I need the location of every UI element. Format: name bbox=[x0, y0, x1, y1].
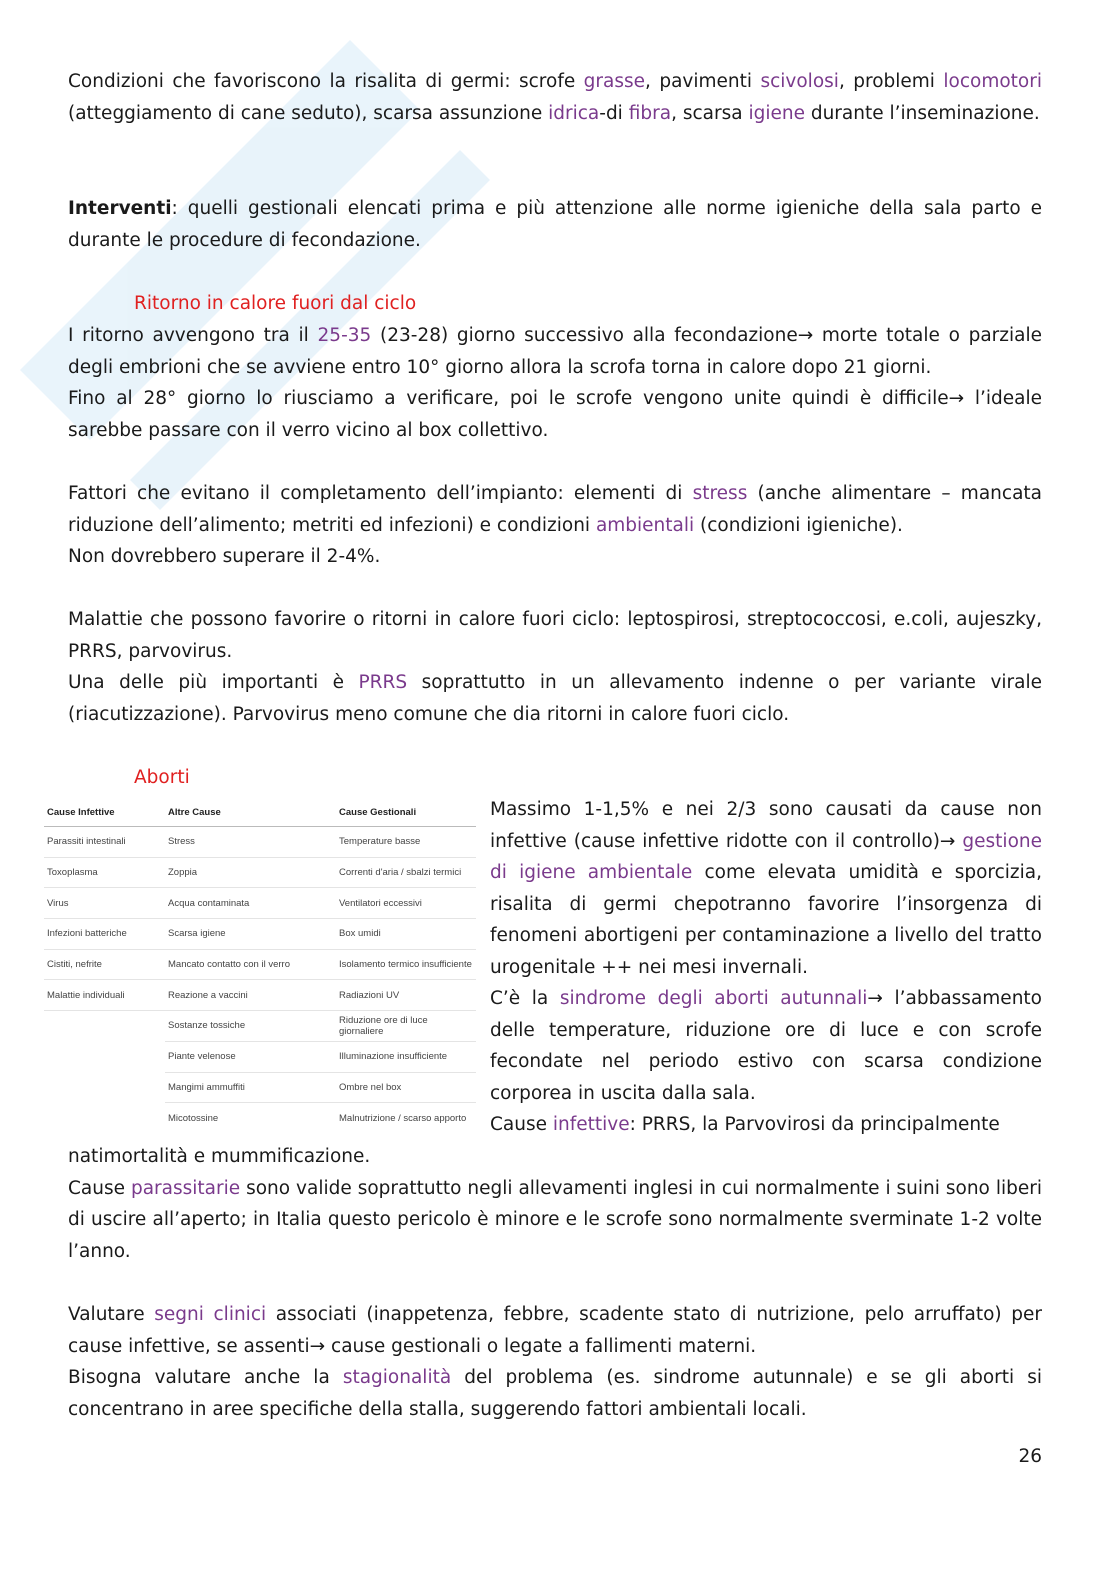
table-cell: Temperature basse bbox=[336, 827, 476, 858]
table-cell: Sostanze tossiche bbox=[165, 1011, 336, 1042]
table-cell: Ventilatori eccessivi bbox=[336, 888, 476, 919]
paragraph-impianto: Fattori che evitano il completamento dell’impianto: elementi di stress (anche alimentare – mancata riduzione dell’alimento; metriti ed infezioni) e condizioni ambientali (condizioni igieniche). Non dovrebbero superare il 2-4%. bbox=[68, 483, 1042, 567]
paragraph-aborti-side: Massimo 1-1,5% e nei 2/3 sono causati da cause non infettive (cause infettive ridotte con il controllo)→ gestione di igiene ambientale come elevata umidità e sporcizia, risalita di germi chepotranno favorire l’insorgenza di fenomeni abortigeni per contaminazione a livello del tratto urogenitale ++ nei mesi invernali. C’è la sindrome degli aborti autunnali→ l’abbassamento delle temperature, riduzione ore di luce e con scrofe fecondate nel periodo estivo con scarsa condizione corporea in uscita dalla sala. Cause infettive: PRRS, la Parvovirosi da principalmente bbox=[490, 799, 1042, 1135]
table-cell: Infezioni batteriche bbox=[44, 919, 165, 950]
table-cell: Riduzione ore di luce giornaliere bbox=[336, 1011, 476, 1042]
table-cell: Malattie individuali bbox=[44, 980, 165, 1011]
paragraph-segni-clinici: Valutare segni clinici associati (inappetenza, febbre, scadente stato di nutrizione, pelo arruffato) per cause infettive, se assenti→ cause gestionali o legate a fallimenti materni. Bisogna valutare anche la stagionalità del problema (es. sindrome autunnale) e se gli aborti si concentrano in aree specifiche della stalla, suggerendo fattori ambientali locali. bbox=[68, 1304, 1042, 1420]
heading-aborti: Aborti bbox=[134, 767, 190, 788]
table-header: Cause Infettive bbox=[44, 798, 165, 827]
table-row bbox=[44, 888, 476, 919]
table-row bbox=[44, 1072, 476, 1103]
table-row bbox=[44, 919, 476, 950]
table-cell: Scarsa igiene bbox=[165, 919, 336, 950]
table-cell: Illuminazione insufficiente bbox=[336, 1041, 476, 1072]
paragraph-malattie: Malattie che possono favorire o ritorni in calore fuori ciclo: leptospirosi, streptococcosi, e.coli, aujeszky, PRRS, parvovirus. Una delle più importanti è PRRS soprattutto in un allevamento indenne o per variante virale (riacutizzazione). Parvovirus meno comune che dia ritorni in calore fuori ciclo. bbox=[68, 609, 1042, 725]
table-cell: Correnti d'aria / sbalzi termici bbox=[336, 857, 476, 888]
table-row bbox=[44, 949, 476, 980]
table-cell: Virus bbox=[44, 888, 165, 919]
table-cell: Micotossine bbox=[168, 1112, 219, 1124]
table-header-row bbox=[44, 798, 476, 827]
table-cell: Box umidi bbox=[336, 919, 476, 950]
table-cell bbox=[44, 1041, 165, 1072]
causes-table bbox=[44, 798, 476, 1133]
table-cell: Acqua contaminata bbox=[165, 888, 336, 919]
paragraph-risalita-germi: Condizioni che favoriscono la risalita di germi: scrofe grasse, pavimenti scivolosi, problemi locomotori (atteggiamento di cane seduto), scarsa assunzione idrica-di fibra, scarsa igiene durante l’inseminazione. bbox=[68, 71, 1042, 124]
heading-ritorno-calore: Ritorno in calore fuori dal ciclo bbox=[134, 293, 417, 314]
table-cell: Mangimi ammuffiti bbox=[165, 1072, 336, 1103]
table-cell: Toxoplasma bbox=[44, 857, 165, 888]
table-cell bbox=[44, 1011, 165, 1042]
table-row bbox=[44, 857, 476, 888]
table-row bbox=[44, 827, 476, 858]
table-cell: Ombre nel box bbox=[336, 1072, 476, 1103]
table-cell: Reazione a vaccini bbox=[165, 980, 336, 1011]
table-cell: Mancato contatto con il verro bbox=[165, 949, 336, 980]
table-cell bbox=[44, 1103, 165, 1133]
table-cell bbox=[44, 1072, 165, 1103]
table-row bbox=[44, 980, 476, 1011]
table-cell: Isolamento termico insufficiente bbox=[336, 949, 476, 980]
paragraph-ritorno: I ritorno avvengono tra il 25-35 (23-28) giorno successivo alla fecondazione→ morte totale o parziale degli embrioni che se avviene entro 10° giorno allora la scrofa torna in calore dopo 21 giorni. Fino al 28° giorno lo riusciamo a verificare, poi le scrofe vengono unite quindi è difficile→ l’ideale sarebbe passare con il verro vicino al box collettivo. bbox=[68, 325, 1042, 441]
table-header: Cause Gestionali bbox=[336, 798, 476, 827]
table-cell: Piante velenose bbox=[165, 1041, 336, 1072]
table-cell: Stress bbox=[165, 827, 336, 858]
table-cell: Zoppia bbox=[165, 857, 336, 888]
table-row bbox=[44, 1011, 476, 1042]
table-cell: Radiazioni UV bbox=[336, 980, 476, 1011]
table-row bbox=[44, 1041, 476, 1072]
table-row bbox=[44, 1103, 476, 1133]
table-cell: Malnutrizione / scarso apporto bbox=[339, 1112, 467, 1124]
page-number: 26 bbox=[1018, 1446, 1042, 1467]
paragraph-interventi: Interventi: quelli gestionali elencati prima e più attenzione alle norme igieniche della sala parto e durante le procedure di fecondazione. bbox=[68, 198, 1042, 251]
paragraph-parassitarie: natimortalità e mummificazione. Cause parassitarie sono valide soprattutto negli allevamenti inglesi in cui normalmente i suini sono liberi di uscire all’aperto; in Italia questo pericolo è minore e le scrofe sono normalmente sverminate 1-2 volte l’anno. bbox=[68, 1146, 1042, 1262]
table-cell: Parassiti intestinali bbox=[44, 827, 165, 858]
table-cell: Cistiti, nefrite bbox=[44, 949, 165, 980]
table-header: Altre Cause bbox=[165, 798, 336, 827]
